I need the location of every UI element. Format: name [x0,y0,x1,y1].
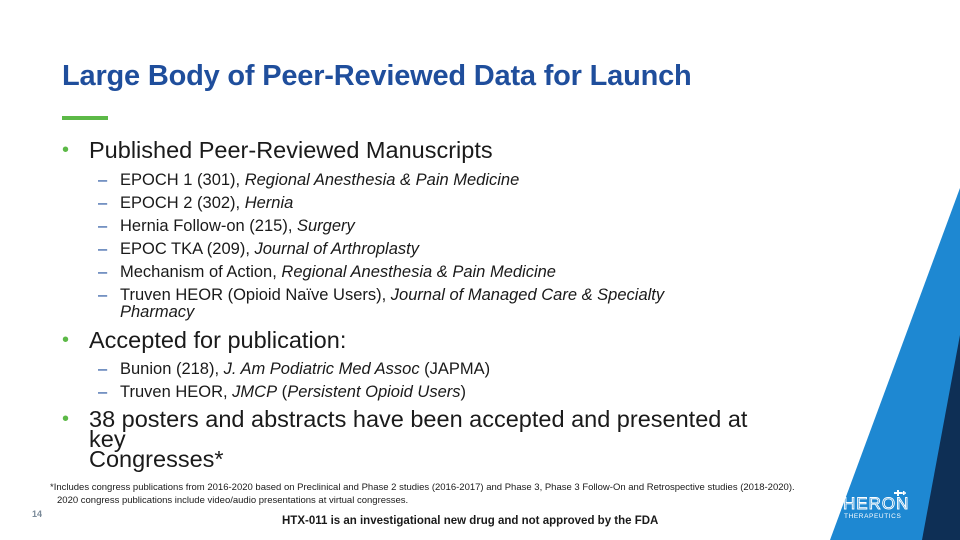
journal-name: Hernia [244,194,294,212]
bullet-list [62,137,782,472]
dash-icon: – [98,171,108,189]
dash-icon: – [98,286,108,304]
sub-bullet-item: – Truven HEOR, JMCP (Persistent Opioid Users) [98,383,467,401]
sub-bullet-item: – EPOCH 1 (301), Regional Anesthesia & Pain Medicine [98,171,520,189]
heron-logo [843,490,929,520]
journal-name: Persistent Opioid Users [287,383,461,401]
page-number: 14 [32,509,43,519]
bullet-text: Accepted for publication: [89,327,347,353]
dash-icon: – [98,217,108,235]
footnote [50,482,850,507]
journal-name: Journal of Managed Care & Specialty [390,286,665,304]
journal-name: Journal of Arthroplasty [254,240,419,258]
footnote-line-2: 2020 congress publications include video/audio presentations at virtual congresses. [57,494,409,506]
journal-name: Regional Anesthesia & Pain Medicine [244,171,520,189]
journal-name-continued: Pharmacy [120,303,195,321]
sub-bullet-item: – Bunion (218), J. Am Podiatric Med Assoc (JAPMA) [98,360,491,378]
bullet-item [62,139,782,162]
sub-bullet-item: – EPOCH 2 (302), Hernia [98,194,294,212]
sub-bullet-item: – Truven HEOR (Opioid Naïve Users), Journal of Managed Care & Specialty Pharmacy [98,286,665,321]
sub-bullet-item: – Hernia Follow-on (215), Surgery [98,217,355,235]
bullet-dot-icon: • [62,329,70,351]
bullet-text: 38 posters and abstracts have been accepted and presented at key [89,406,748,452]
sub-bullet-item: – Mechanism of Action, Regional Anesthesia & Pain Medicine [98,263,556,281]
logo-wordmark: HERON [843,494,910,513]
slide-title: Large Body of Peer-Reviewed Data for Launch [62,60,692,92]
fda-disclaimer: HTX-011 is an investigational new drug and not approved by the FDA [282,515,659,527]
dash-icon: – [98,263,108,281]
title-underline [62,116,108,120]
bullet-item [62,406,782,472]
bullet-dot-icon: • [62,139,70,161]
dash-icon: – [98,383,108,401]
dash-icon: – [98,194,108,212]
dash-icon: – [98,240,108,258]
journal-name: J. Am Podiatric Med Assoc [223,360,420,378]
heron-logo-mark-icon [843,490,929,520]
journal-name: JMCP [232,383,278,401]
journal-name: Surgery [297,217,355,235]
footnote-line-1: *Includes congress publications from 2016-2020 based on Preclinical and Phase 2 studies (2016-2017) and Phase 3, Phase 3 Follow-On and Retrospective studies (2018-2020). [50,482,795,493]
bullet-text: Published Peer-Reviewed Manuscripts [89,137,493,163]
bullet-item [62,329,782,352]
bullet-text-continued: Congresses* [89,446,224,472]
bullet-dot-icon: • [62,408,70,430]
logo-tagline: THERAPEUTICS [844,513,902,520]
journal-name: Regional Anesthesia & Pain Medicine [281,263,556,281]
sub-bullet-item: – EPOC TKA (209), Journal of Arthroplasty [98,240,419,258]
dash-icon: – [98,360,108,378]
